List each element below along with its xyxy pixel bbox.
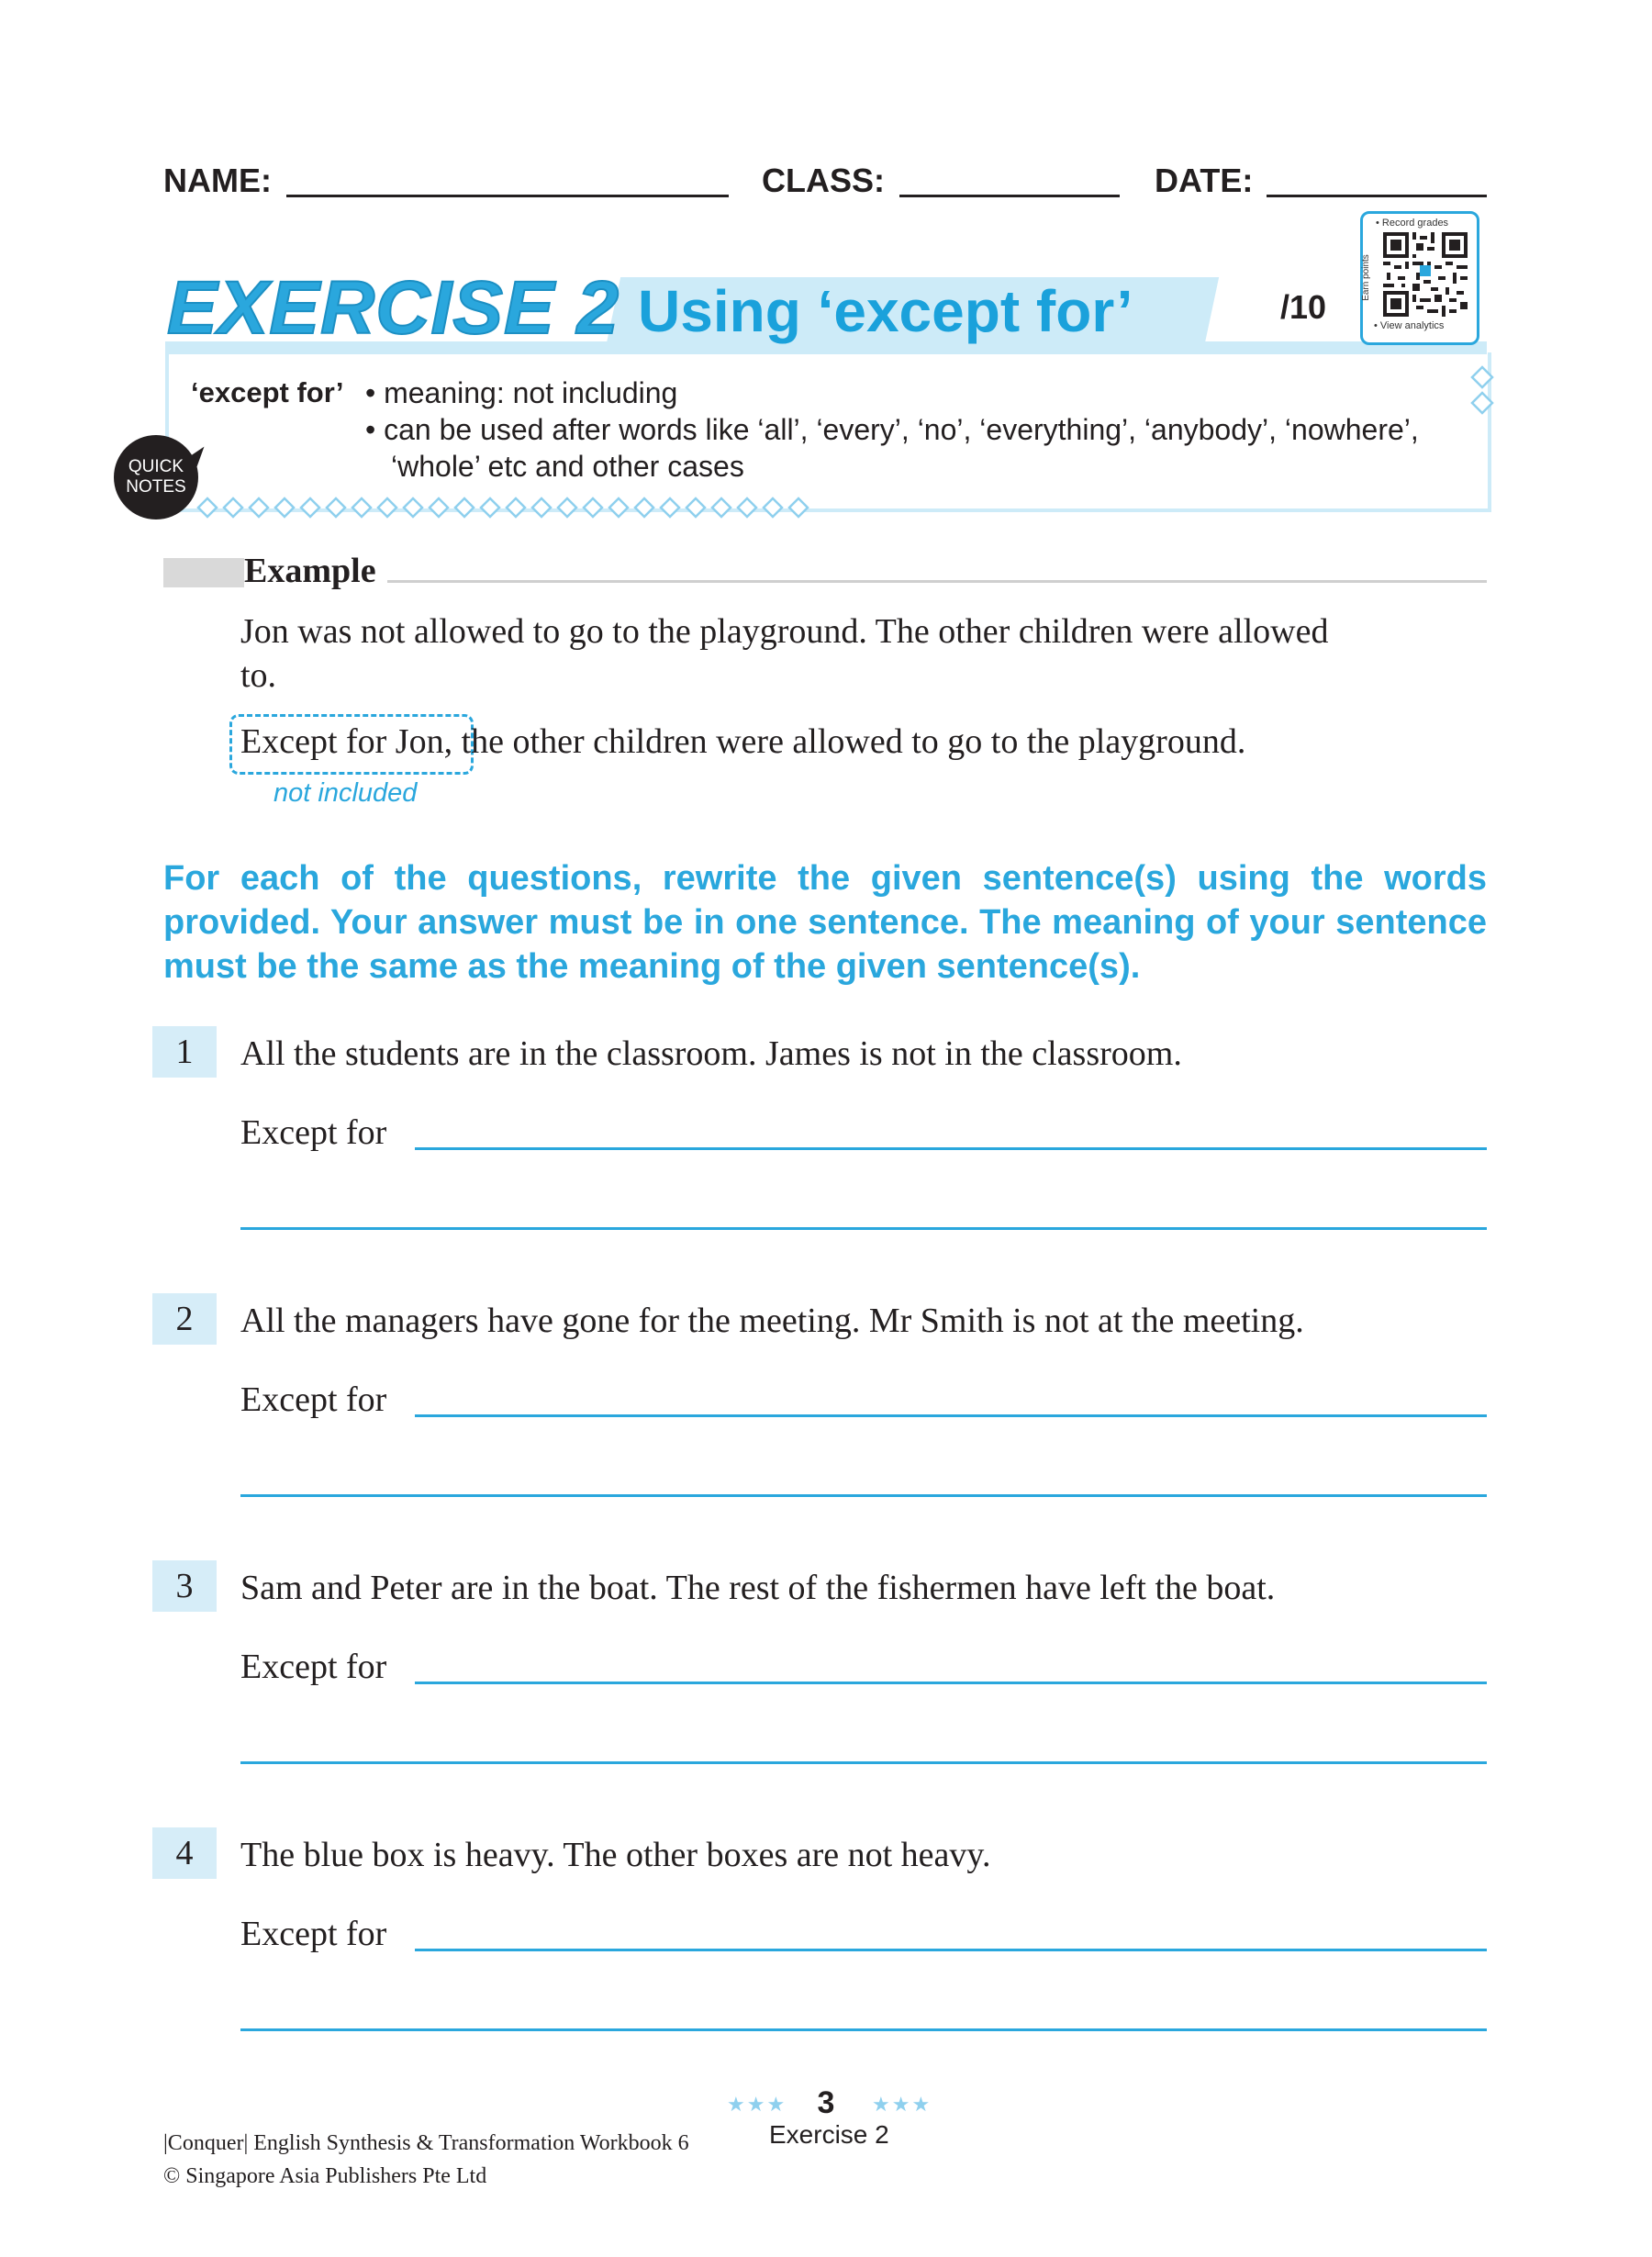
- example-note: not included: [273, 778, 418, 808]
- question-prompt: Except for: [240, 1113, 387, 1152]
- quick-notes-term: ‘except for’: [191, 376, 344, 408]
- diamond-shape: [455, 498, 474, 517]
- diamond-shape: [558, 498, 576, 517]
- diamond-shape: [532, 498, 551, 517]
- question-number: 3: [175, 1567, 194, 1605]
- diamond-shape: [430, 498, 448, 517]
- qr-code-icon: [1383, 232, 1468, 317]
- example-label: Example: [244, 552, 376, 590]
- question-prompt: Except for: [240, 1915, 387, 1953]
- score-label: /10: [1280, 288, 1327, 326]
- exercise-number: 2: [576, 266, 620, 350]
- answer-line-2[interactable]: [240, 1761, 1487, 1764]
- diamond-shape: [635, 498, 653, 517]
- diamond-shape: [712, 498, 731, 517]
- diamond-shape: [198, 498, 217, 517]
- diamond-shape: [764, 498, 782, 517]
- quick-notes-bullet-1: • meaning: not including: [365, 376, 678, 409]
- answer-line-1[interactable]: [415, 1682, 1487, 1684]
- diamond-shape: [507, 498, 525, 517]
- example-answer: Except for Jon, the other children were allowed to go to the playground.: [240, 722, 1246, 761]
- exercise-title: Using ‘except for’: [638, 278, 1133, 344]
- diamond-shape: [686, 498, 705, 517]
- question-number: 4: [175, 1834, 194, 1872]
- exercise-heading: [167, 266, 620, 350]
- question-text: All the students are in the classroom. James is not in the classroom.: [240, 1034, 1182, 1073]
- class-label: CLASS:: [762, 162, 885, 199]
- example-bar: [163, 558, 244, 587]
- date-field[interactable]: [1267, 195, 1487, 197]
- exercise-word: EXERCISE: [167, 266, 555, 350]
- diamond-shape: [352, 498, 371, 517]
- question-number: 1: [175, 1033, 194, 1071]
- diamond-shape: [275, 498, 294, 517]
- question-number: 2: [175, 1300, 194, 1338]
- name-field[interactable]: [286, 195, 729, 197]
- footer-stars-right: ★★★: [872, 2093, 932, 2116]
- footer-stars-left: ★★★: [727, 2093, 787, 2116]
- qr-code-panel[interactable]: [1360, 211, 1479, 345]
- answer-line-2[interactable]: [240, 1227, 1487, 1230]
- diamond-shape: [250, 498, 268, 517]
- footer-book-title: |Conquer| English Synthesis & Transformation Workbook 6: [163, 2131, 689, 2155]
- question-text: All the managers have gone for the meeting. Mr Smith is not at the meeting.: [240, 1302, 1304, 1340]
- diamond-shape: [738, 498, 756, 517]
- diamond-shape: [661, 498, 679, 517]
- question-text: Sam and Peter are in the boat. The rest of the fishermen have left the boat.: [240, 1569, 1276, 1607]
- quick-notes-badge: [114, 435, 198, 520]
- diamond-shape: [584, 498, 602, 517]
- diamond-shape: [404, 498, 422, 517]
- quick-notes-bullet-2-cont: ‘whole’ etc and other cases: [391, 450, 744, 483]
- example-rule: [387, 580, 1487, 583]
- quick-notes-bullet-2: • can be used after words like ‘all’, ‘every’, ‘no’, ‘everything’, ‘anybody’, ‘nowhere’,: [365, 413, 1419, 446]
- diamond-shape: [481, 498, 499, 517]
- quick-notes-badge-line2: NOTES: [126, 477, 186, 497]
- question-text: The blue box is heavy. The other boxes are not heavy.: [240, 1836, 991, 1874]
- qr-top-text: • Record grades: [1376, 218, 1449, 229]
- diamond-side-decoration: [1468, 365, 1496, 420]
- instructions: For each of the questions, rewrite the given sentence(s) using the words provided. Your answer must be in one sentence. The meaning of your sentence must be the same as the meaning of the given sentence(s).: [163, 859, 1487, 986]
- page-number: 3: [817, 2085, 835, 2120]
- answer-line-2[interactable]: [240, 1494, 1487, 1497]
- diamond-border-decoration: [196, 496, 830, 521]
- date-label: DATE:: [1155, 162, 1254, 199]
- qr-side-text: Earn points: [1360, 254, 1371, 301]
- footer-copyright: © Singapore Asia Publishers Pte Ltd: [163, 2164, 487, 2188]
- answer-line-1[interactable]: [415, 1414, 1487, 1417]
- question-prompt: Except for: [240, 1648, 387, 1686]
- diamond-shape: [789, 498, 808, 517]
- example-sentence-line2: to.: [240, 656, 277, 695]
- diamond-shape: [224, 498, 242, 517]
- diamond-shape: [327, 498, 345, 517]
- qr-bottom-text: • View analytics: [1374, 320, 1445, 331]
- diamond-shape: [301, 498, 319, 517]
- example-sentence-line1: Jon was not allowed to go to the playground. The other children were allowed: [240, 612, 1329, 651]
- name-label: NAME:: [163, 162, 272, 199]
- diamond-shape: [378, 498, 396, 517]
- answer-line-2[interactable]: [240, 2028, 1487, 2031]
- answer-line-1[interactable]: [415, 1147, 1487, 1150]
- footer-exercise-label: Exercise 2: [769, 2120, 889, 2149]
- diamond-shape: [609, 498, 628, 517]
- answer-line-1[interactable]: [415, 1949, 1487, 1951]
- quick-notes-badge-line1: QUICK: [128, 457, 184, 476]
- question-prompt: Except for: [240, 1380, 387, 1419]
- class-field[interactable]: [899, 195, 1120, 197]
